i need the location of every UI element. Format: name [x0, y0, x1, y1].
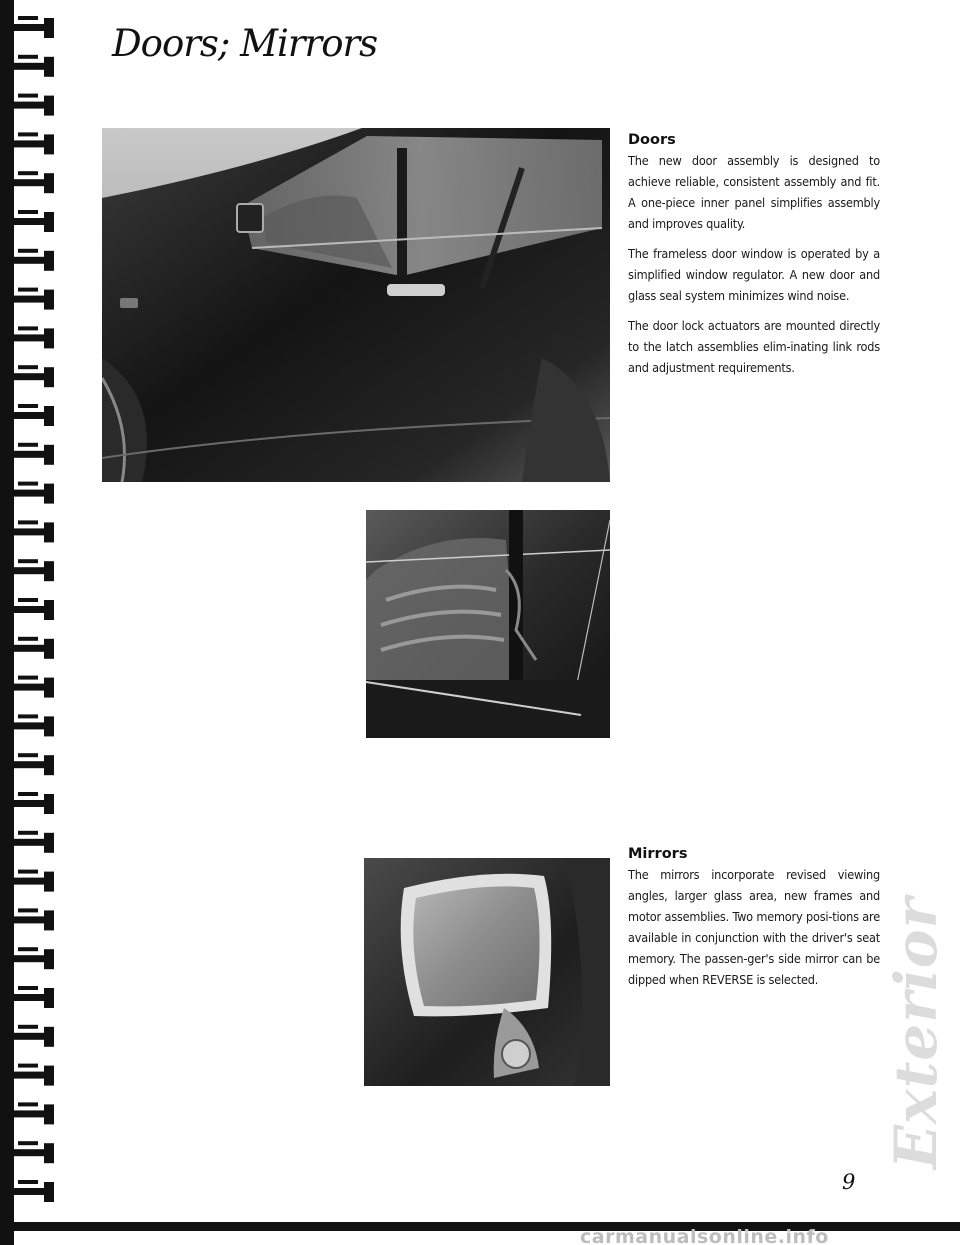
- door-photo-image: [102, 128, 610, 482]
- binding-ring: [10, 986, 54, 1008]
- mirrors-section: [628, 846, 880, 999]
- door-interior-image: [366, 510, 610, 738]
- binding-ring: [10, 831, 54, 853]
- binding-ring: [10, 753, 54, 775]
- spiral-binding: [0, 0, 62, 1245]
- binding-ring: [10, 559, 54, 581]
- binding-ring: [10, 1102, 54, 1124]
- binding-spine: [0, 0, 14, 1245]
- binding-ring: [10, 365, 54, 387]
- binding-ring: [10, 94, 54, 116]
- doors-heading: Doors: [628, 132, 676, 148]
- side-tab-label: Exterior: [882, 896, 950, 1170]
- binding-ring: [10, 210, 54, 232]
- binding-ring: [10, 792, 54, 814]
- binding-ring: [10, 637, 54, 659]
- watermark: carmanualsonline.info: [580, 1226, 829, 1245]
- binding-ring: [10, 714, 54, 736]
- binding-ring: [10, 1180, 54, 1202]
- doors-paragraph-1: The new door assembly is designed to achieve reliable, consistent assembly and fit. A one-piece inner panel simplifies assembly and improves quality.: [628, 153, 880, 231]
- mirrors-paragraph-1: The mirrors incorporate revised viewing angles, larger glass area, new frames and motor assemblies. Two memory posi-tions are available in conjunction with the driver's seat memory. The passen-ger's side mirror can be dipped when REVERSE is selected.: [628, 867, 880, 987]
- binding-ring: [10, 676, 54, 698]
- binding-ring: [10, 16, 54, 38]
- binding-ring: [10, 288, 54, 310]
- section-side-tab: [880, 868, 952, 1198]
- door-photo: [102, 128, 610, 482]
- page-number: 9: [842, 1170, 856, 1194]
- binding-ring: [10, 1025, 54, 1047]
- binding-ring: [10, 908, 54, 930]
- binding-ring: [10, 520, 54, 542]
- binding-ring: [10, 55, 54, 77]
- page-title: Doors; Mirrors: [112, 22, 378, 65]
- binding-ring: [10, 443, 54, 465]
- mirror-photo: [364, 858, 610, 1086]
- binding-ring: [10, 947, 54, 969]
- binding-ring: [10, 404, 54, 426]
- mirrors-heading: Mirrors: [628, 846, 688, 862]
- mirror-image: [364, 858, 610, 1086]
- doors-section: [628, 132, 880, 387]
- binding-ring: [10, 598, 54, 620]
- binding-ring: [10, 326, 54, 348]
- doors-paragraph-2: The frameless door window is operated by a simplified window regulator. A new door and glass seal system minimizes wind noise.: [628, 246, 880, 303]
- door-interior-photo: [366, 510, 610, 738]
- binding-ring: [10, 1064, 54, 1086]
- binding-ring: [10, 132, 54, 154]
- binding-ring: [10, 249, 54, 271]
- binding-ring: [10, 171, 54, 193]
- doors-paragraph-3: The door lock actuators are mounted directly to the latch assemblies elim-inating link rods and adjustment requirements.: [628, 318, 880, 375]
- binding-ring: [10, 482, 54, 504]
- binding-ring: [10, 870, 54, 892]
- binding-ring: [10, 1141, 54, 1163]
